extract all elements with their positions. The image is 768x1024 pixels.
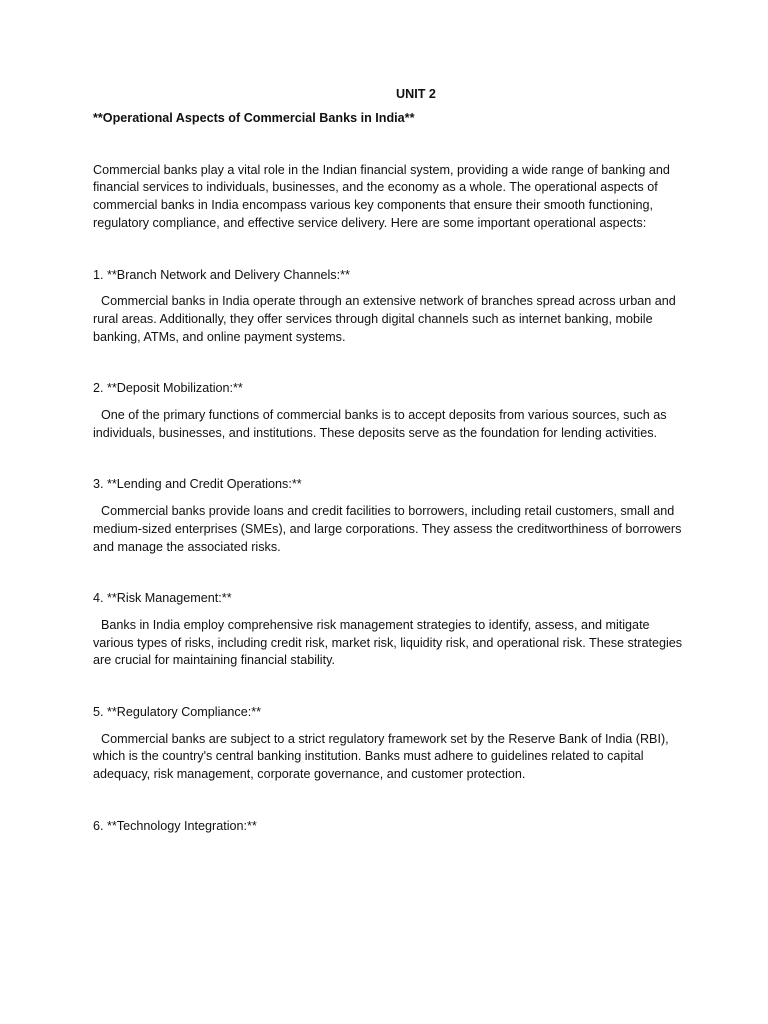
section-text: Commercial banks are subject to a strict regulatory framework set by the Reserve Bank of India (RBI), which is the country's central banking institution. Banks must adhere to guidelines related to capital adequacy, risk management, corporate governance, and customer protection. xyxy=(93,731,669,782)
section-technology-integration xyxy=(93,818,683,836)
section-heading: 5. **Regulatory Compliance:** xyxy=(93,705,262,720)
section-heading: 1. **Branch Network and Delivery Channels:** xyxy=(93,267,350,282)
document-title: **Operational Aspects of Commercial Banks in India** xyxy=(93,111,415,125)
unit-label: UNIT 2 xyxy=(396,87,436,101)
section-text: Commercial banks provide loans and credit facilities to borrowers, including retail customers, small and medium-sized enterprises (SMEs), and large corporations. They assess the creditworthiness of borrowers and manage the associated risks. xyxy=(93,504,682,554)
intro-paragraph: Commercial banks play a vital role in the Indian financial system, providing a wide range of banking and financial services to individuals, businesses, and the economy as a whole. The operational aspects of commercial banks in India encompass various key components that ensure their smooth functioning, regulatory compliance, and effective service delivery. Here are some important operational aspects: xyxy=(93,162,670,230)
section-heading: 4. **Risk Management:** xyxy=(93,591,232,606)
section-text: Banks in India employ comprehensive risk management strategies to identify, assess, and mitigate various types of risks, including credit risk, market risk, liquidity risk, and operational risk. These strategies are crucial for maintaining financial stability. xyxy=(93,617,683,668)
section-heading: 3. **Lending and Credit Operations:** xyxy=(93,477,302,492)
section-branch-network xyxy=(93,267,683,347)
section-text: Commercial banks in India operate through an extensive network of branches spread across urban and rural areas. Additionally, they offer services through digital channels such as internet banking, mobile banking, ATMs, and online payment systems. xyxy=(93,294,676,344)
section-heading: 6. **Technology Integration:** xyxy=(93,818,257,833)
section-regulatory-compliance xyxy=(93,704,683,784)
section-deposit-mobilization xyxy=(93,380,683,442)
document-content xyxy=(93,86,683,836)
section-heading: 2. **Deposit Mobilization:** xyxy=(93,381,243,396)
section-text: One of the primary functions of commercial banks is to accept deposits from various sources, such as individuals, businesses, and institutions. These deposits serve as the foundation for lending activities. xyxy=(93,408,667,440)
section-risk-management xyxy=(93,590,683,670)
section-lending-credit xyxy=(93,476,683,556)
